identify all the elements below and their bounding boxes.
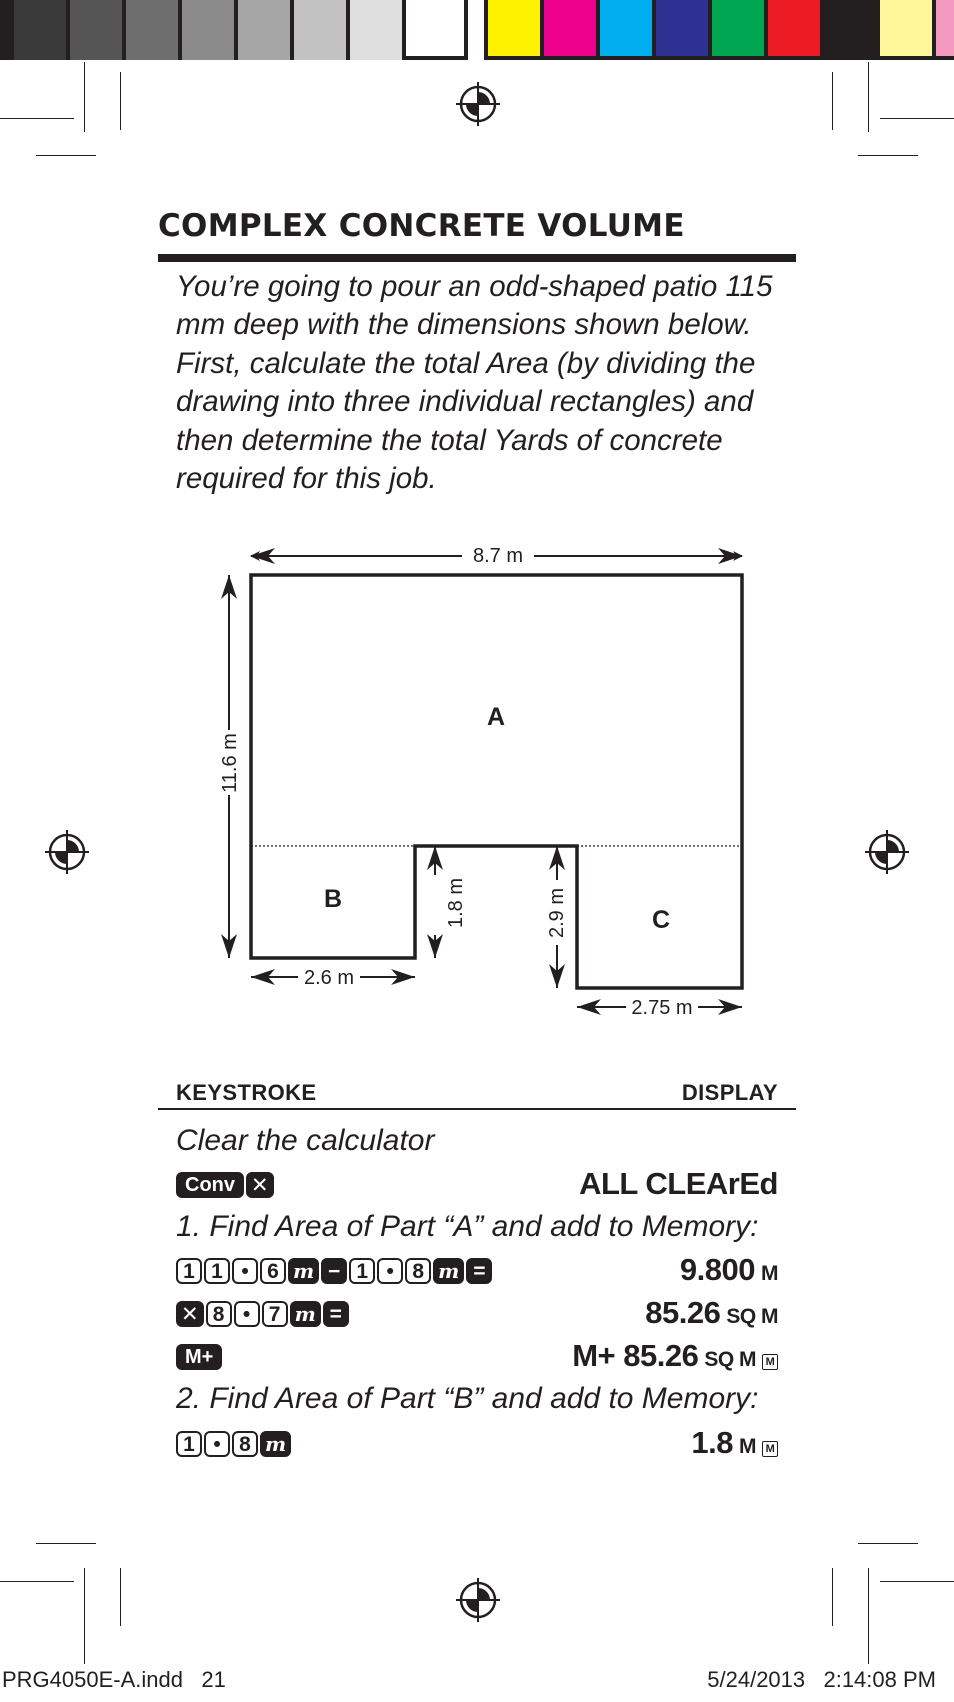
- title-rule: [158, 254, 796, 262]
- display-value: [579, 1166, 778, 1202]
- registration-mark-icon: [43, 828, 91, 876]
- swatch-gray-1: [0, 0, 10, 60]
- dim-c-width-label: 2.75 m: [631, 997, 693, 1019]
- display-unit: M: [761, 1262, 778, 1285]
- color-bar: [0, 0, 954, 62]
- crop-mark: [832, 1568, 833, 1626]
- step-text: Clear the calculator: [176, 1124, 435, 1157]
- crop-mark: [120, 72, 121, 130]
- display-number: 1.8: [691, 1425, 733, 1460]
- swatch-gray-3: [70, 0, 122, 60]
- patio-outline: [251, 575, 742, 988]
- dim-notch-left-label: 1.8 m: [445, 877, 467, 929]
- keystroke-header: KEYSTROKE: [176, 1080, 317, 1105]
- dim-b-width-label: 2.6 m: [303, 967, 355, 989]
- region-a-label: A: [486, 703, 506, 731]
- dim-total-width-label: 8.7 m: [472, 545, 524, 567]
- footer-timestamp: 5/24/2013 2:14:08 PM: [707, 1667, 936, 1692]
- registration-mark-icon: [454, 1576, 502, 1624]
- crop-mark: [36, 1543, 96, 1544]
- digit-key: 1: [349, 1258, 375, 1284]
- dim-notch-right-label: 2.9 m: [546, 887, 568, 939]
- keystroke-sequence: [176, 1429, 291, 1459]
- swatch-blue: [656, 0, 708, 56]
- times-key: ✕: [176, 1301, 204, 1327]
- step-text: 1. Find Area of Part “A” and add to Memory:: [176, 1210, 759, 1243]
- registration-mark-icon: [863, 828, 911, 876]
- footer-file-name: PRG4050E-A.indd 21: [2, 1667, 226, 1692]
- digit-key: 1: [176, 1431, 202, 1457]
- decimal-key: •: [234, 1301, 260, 1327]
- digit-key: 7: [262, 1301, 288, 1327]
- crop-mark: [868, 62, 869, 132]
- minus-key: −: [321, 1258, 347, 1284]
- crop-mark: [880, 118, 954, 119]
- crop-mark: [868, 1568, 869, 1664]
- swatch-green: [712, 0, 764, 56]
- display-value: [691, 1425, 778, 1461]
- swatch-red: [768, 0, 820, 56]
- meters-key: m: [433, 1258, 464, 1284]
- crop-mark: [0, 1581, 74, 1582]
- crop-mark: [858, 1543, 918, 1544]
- swatch-light-yellow: [880, 0, 932, 56]
- display-value: [680, 1252, 778, 1288]
- swatch-gray-9: [406, 0, 464, 56]
- region-c-label: C: [651, 906, 671, 934]
- digit-key: 6: [260, 1258, 286, 1284]
- swatch-gray-8: [350, 0, 402, 60]
- digit-key: 1: [204, 1258, 230, 1284]
- swatch-gray-6: [238, 0, 290, 60]
- swatch-gray-7: [294, 0, 346, 60]
- keystroke-sequence: [176, 1299, 349, 1329]
- meters-key: m: [290, 1301, 321, 1327]
- display-value: [572, 1338, 778, 1374]
- meters-key: m: [260, 1431, 291, 1457]
- digit-key: 1: [176, 1258, 202, 1284]
- region-b-label: B: [323, 885, 343, 913]
- crop-mark: [120, 1568, 121, 1626]
- display-number: M+ 85.26: [572, 1338, 699, 1373]
- swatch-gray-2: [14, 0, 66, 60]
- crop-mark: [858, 155, 918, 156]
- header-rule: [158, 1108, 796, 1110]
- keystroke-sequence: [176, 1256, 492, 1286]
- meters-key: m: [288, 1258, 319, 1284]
- decimal-key: •: [377, 1258, 403, 1284]
- decimal-key: •: [204, 1431, 230, 1457]
- crop-mark: [880, 1581, 954, 1582]
- times-key: ✕: [246, 1172, 274, 1198]
- digit-key: 8: [232, 1431, 258, 1457]
- digit-key: 8: [206, 1301, 232, 1327]
- display-unit: SQ M: [726, 1305, 778, 1328]
- keystroke-sequence: [176, 1342, 222, 1372]
- swatch-yellow: [488, 0, 540, 56]
- decimal-key: •: [232, 1258, 258, 1284]
- swatch-pink: [936, 0, 954, 56]
- equals-key: =: [466, 1258, 492, 1284]
- crop-mark: [832, 72, 833, 130]
- memory-indicator-icon: M: [762, 1441, 778, 1457]
- crop-mark: [0, 118, 74, 119]
- swatch-cyan: [600, 0, 652, 56]
- conv-key: Conv: [176, 1172, 244, 1198]
- intro-paragraph: You’re going to pour an odd-shaped patio 115 mm deep with the dimensions shown below. First, calculate the total Area (by dividing the drawing into three individual rectangles) and then determine the total Yards of concrete required for this job.: [176, 270, 773, 496]
- dim-total-height-label: 11.6 m: [219, 733, 241, 793]
- step-text: 2. Find Area of Part “B” and add to Memory:: [176, 1382, 759, 1415]
- memory-indicator-icon: M: [762, 1354, 778, 1370]
- registration-mark-icon: [454, 80, 502, 128]
- swatch-gray-5: [182, 0, 234, 60]
- display-number: 85.26: [645, 1295, 721, 1330]
- crop-mark: [84, 62, 85, 132]
- keystroke-sequence: [176, 1170, 274, 1200]
- display-unit: SQ M: [704, 1348, 756, 1371]
- display-header: DISPLAY: [681, 1080, 778, 1105]
- equals-key: =: [323, 1301, 349, 1327]
- page-title: COMPLEX CONCRETE VOLUME: [158, 208, 685, 244]
- display-value: [645, 1295, 778, 1331]
- swatch-gray-4: [126, 0, 178, 60]
- display-number: 9.800: [679, 1252, 755, 1287]
- crop-mark: [84, 1568, 85, 1664]
- swatch-magenta: [544, 0, 596, 56]
- digit-key: 8: [405, 1258, 431, 1284]
- swatch-black: [824, 0, 876, 56]
- display-unit: M: [739, 1435, 756, 1458]
- crop-mark: [36, 155, 96, 156]
- memory-plus-key: M+: [176, 1344, 222, 1370]
- display-number: ALL CLEArEd: [579, 1166, 778, 1201]
